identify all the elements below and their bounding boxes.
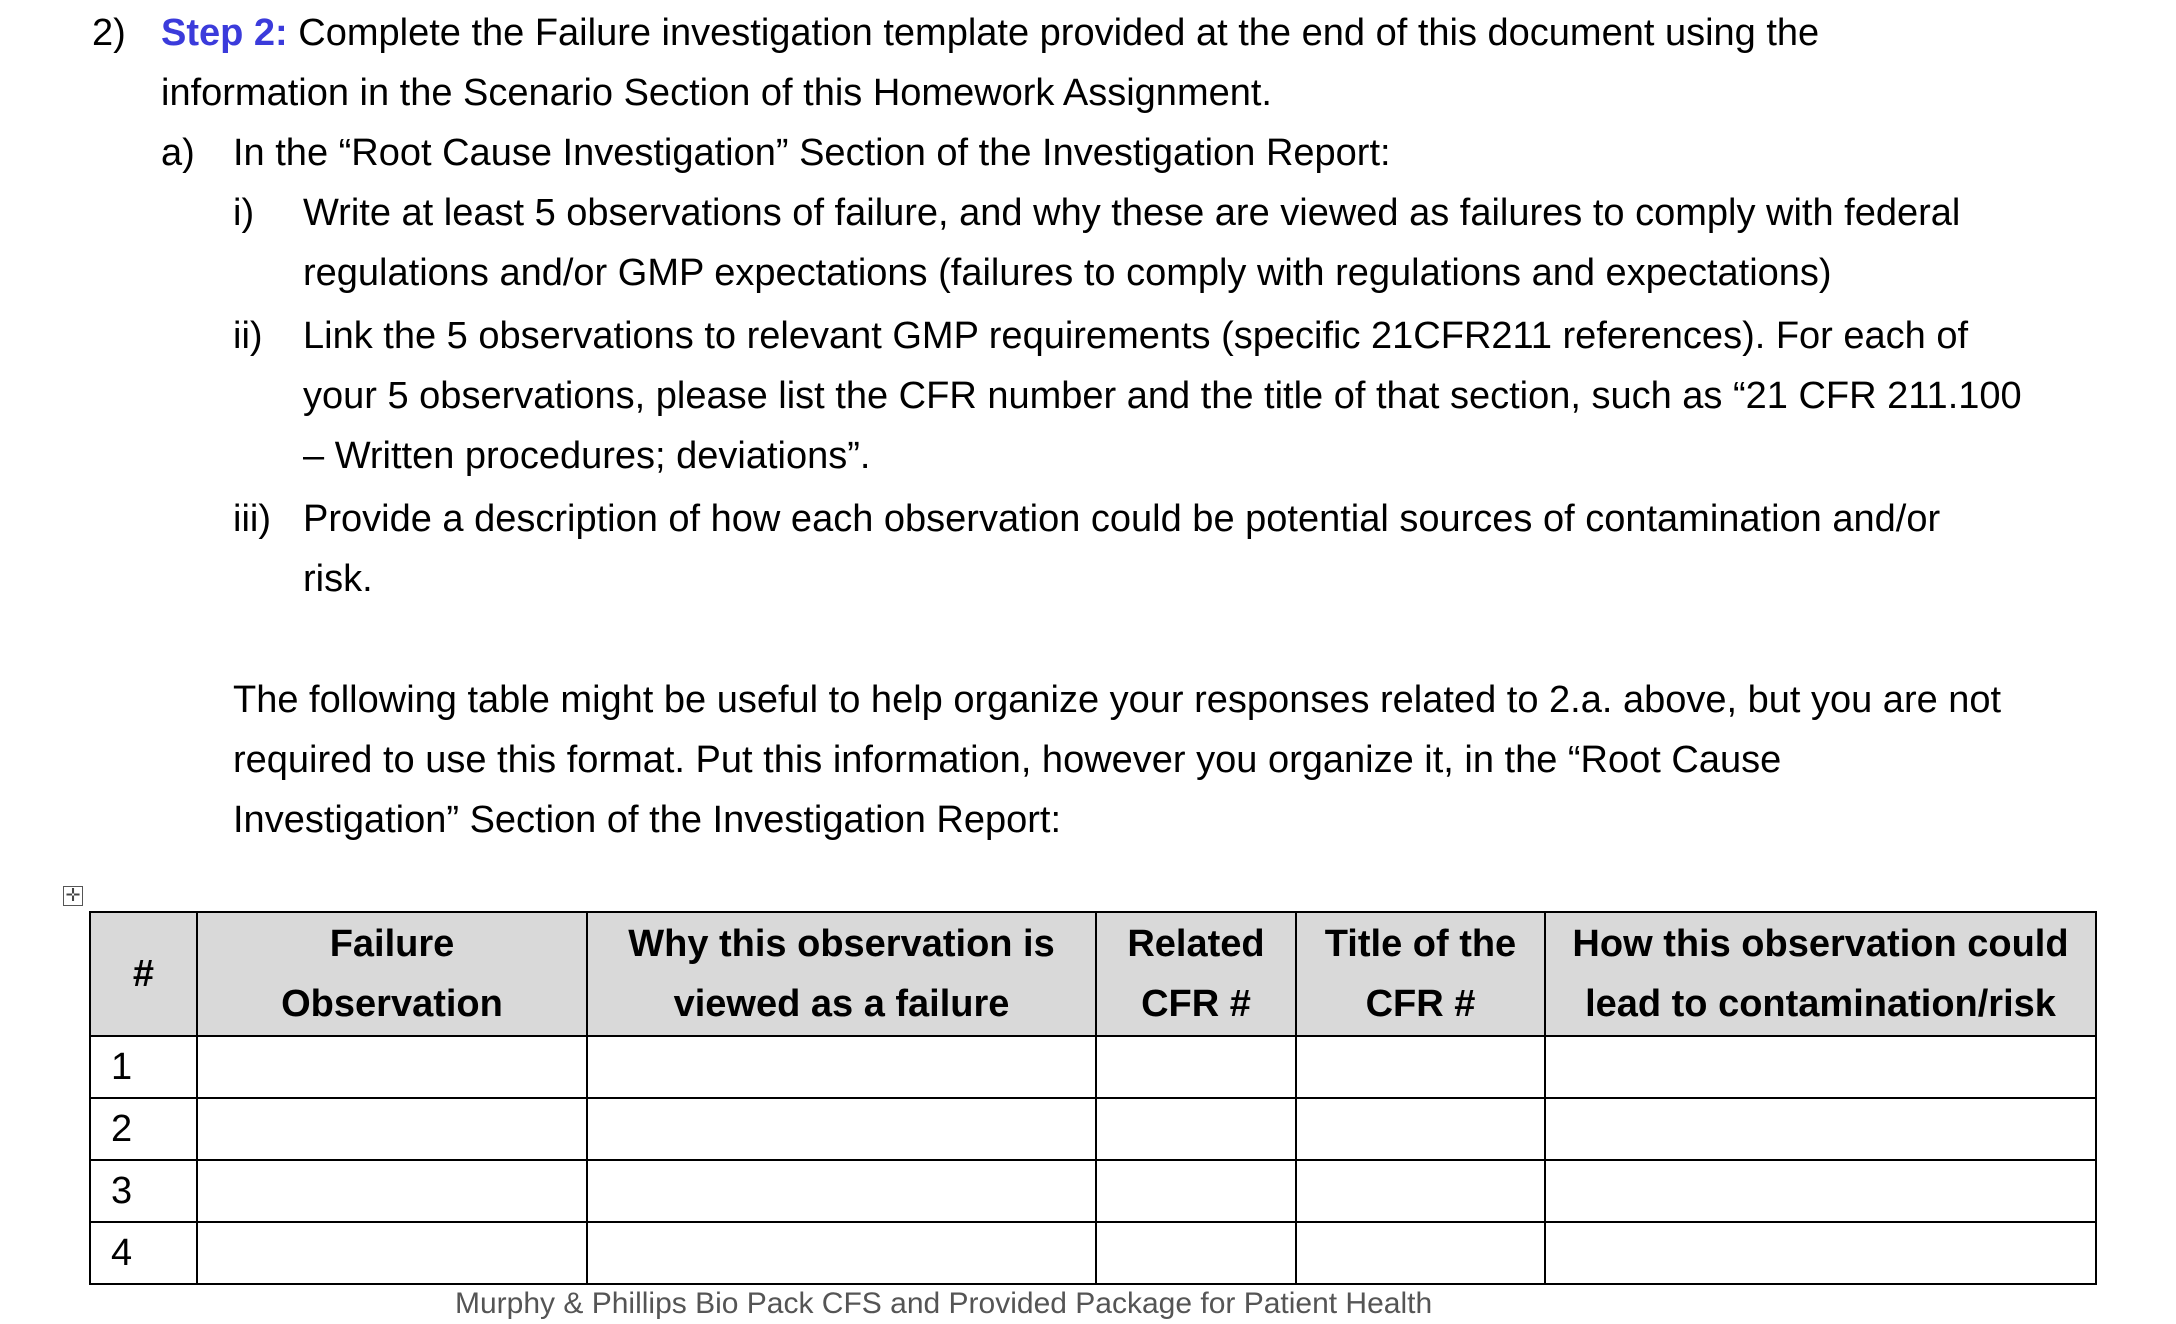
header-cfr-title: Title of the CFR #: [1296, 912, 1545, 1036]
item-i-line-1: Write at least 5 observations of failure, and why these are viewed as failures to comply with federal: [303, 192, 1961, 234]
failure-template-table: [89, 911, 2097, 1285]
cell-cfr-title[interactable]: [1296, 1098, 1545, 1160]
cell-failure-observation[interactable]: [197, 1160, 587, 1222]
item-iii-line-2: risk.: [303, 558, 373, 600]
row-number: 3: [90, 1160, 197, 1222]
header-related-cfr: Related CFR #: [1096, 912, 1296, 1036]
step-label: Step 2:: [161, 12, 288, 54]
item-ii-marker: ii): [233, 315, 263, 357]
cell-contamination-risk[interactable]: [1545, 1098, 2096, 1160]
cell-contamination-risk[interactable]: [1545, 1036, 2096, 1098]
header-failure-observation: Failure Observation: [197, 912, 587, 1036]
cell-cfr-title[interactable]: [1296, 1222, 1545, 1284]
item-i-marker: i): [233, 192, 255, 234]
footer-text: Murphy & Phillips Bio Pack CFS and Provided Package for Patient Health: [455, 1287, 1433, 1320]
table-row: [90, 1222, 2096, 1284]
cell-why-failure[interactable]: [587, 1036, 1096, 1098]
note-line-3: Investigation” Section of the Investigation Report:: [233, 799, 1062, 841]
table-header-row: [90, 912, 2096, 1036]
cell-related-cfr[interactable]: [1096, 1036, 1296, 1098]
item-ii-line-3: – Written procedures; deviations”.: [303, 435, 871, 477]
cell-failure-observation[interactable]: [197, 1222, 587, 1284]
table-move-icon[interactable]: ✛: [63, 886, 83, 906]
row-number: 1: [90, 1036, 197, 1098]
note-line-2: required to use this format. Put this information, however you organize it, in the “Root Cause: [233, 739, 1782, 781]
item-i-line-2: regulations and/or GMP expectations (failures to comply with regulations and expectations): [303, 252, 1832, 294]
cell-cfr-title[interactable]: [1296, 1036, 1545, 1098]
row-number: 4: [90, 1222, 197, 1284]
item-iii-marker: iii): [233, 498, 271, 540]
cell-contamination-risk[interactable]: [1545, 1160, 2096, 1222]
step-line-2: information in the Scenario Section of this Homework Assignment.: [161, 72, 1272, 114]
cell-why-failure[interactable]: [587, 1098, 1096, 1160]
sub-a-marker: a): [161, 132, 195, 174]
cell-contamination-risk[interactable]: [1545, 1222, 2096, 1284]
cell-failure-observation[interactable]: [197, 1036, 587, 1098]
step-number: 2): [92, 12, 126, 54]
cell-cfr-title[interactable]: [1296, 1160, 1545, 1222]
row-number: 2: [90, 1098, 197, 1160]
table-row: [90, 1160, 2096, 1222]
table-row: [90, 1036, 2096, 1098]
item-ii-line-1: Link the 5 observations to relevant GMP requirements (specific 21CFR211 references). For each of: [303, 315, 1969, 357]
cell-related-cfr[interactable]: [1096, 1222, 1296, 1284]
cell-related-cfr[interactable]: [1096, 1160, 1296, 1222]
header-why-failure: Why this observation is viewed as a failure: [587, 912, 1096, 1036]
header-contamination-risk: How this observation could lead to contamination/risk: [1545, 912, 2096, 1036]
item-ii-line-2: your 5 observations, please list the CFR number and the title of that section, such as “21 CFR 211.100: [303, 375, 2022, 417]
cell-why-failure[interactable]: [587, 1222, 1096, 1284]
step-text-1: Complete the Failure investigation template provided at the end of this document using the: [298, 12, 1820, 54]
step-line-1: [161, 3, 1819, 63]
note-line-1: The following table might be useful to help organize your responses related to 2.a. above, but you are not: [233, 679, 2002, 721]
cell-related-cfr[interactable]: [1096, 1098, 1296, 1160]
item-iii-line-1: Provide a description of how each observation could be potential sources of contamination and/or: [303, 498, 1941, 540]
header-number: #: [90, 912, 197, 1036]
table-row: [90, 1098, 2096, 1160]
sub-a-text: In the “Root Cause Investigation” Section of the Investigation Report:: [233, 132, 1391, 174]
cell-failure-observation[interactable]: [197, 1098, 587, 1160]
cell-why-failure[interactable]: [587, 1160, 1096, 1222]
